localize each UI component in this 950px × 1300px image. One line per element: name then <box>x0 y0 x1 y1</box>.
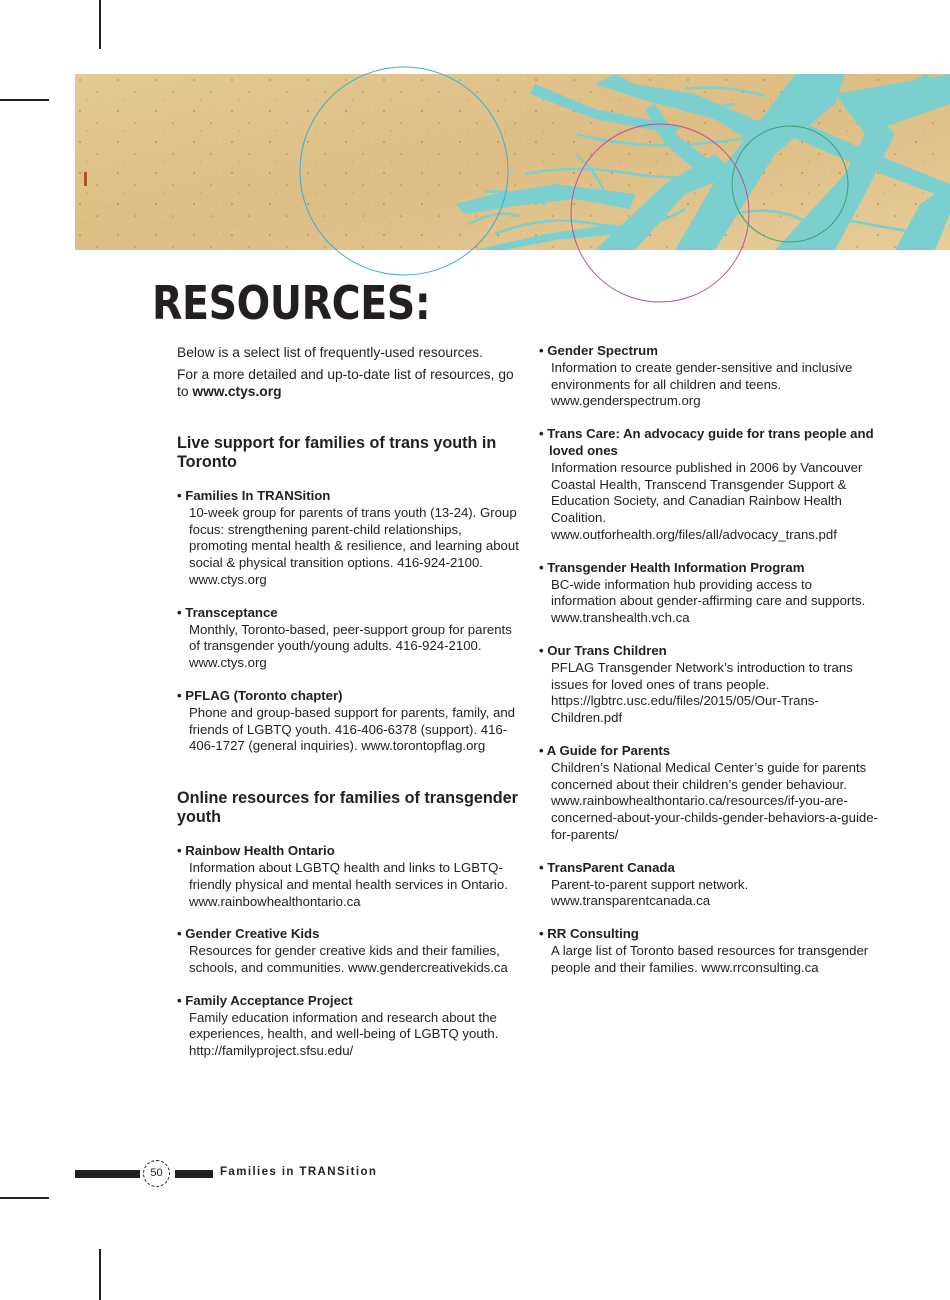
resource-title: • Gender Spectrum <box>539 343 658 358</box>
page-title: RESOURCES: <box>152 276 431 330</box>
resource-entry <box>177 926 522 976</box>
footer-bar-left <box>75 1170 140 1178</box>
resource-description: Information to create gender-sensitive and inclusive environments for all children and teens. www.genderspectrum.org <box>551 359 853 409</box>
crop-mark-bottom-left <box>0 1197 49 1199</box>
resource-description: Monthly, Toronto-based, peer-support group for parents of transgender youth/young adults. 416-924-2100. www.ctys.org <box>189 621 512 671</box>
ctys-link[interactable]: www.ctys.org <box>192 384 282 399</box>
resource-entry <box>177 688 522 755</box>
intro-link-line <box>177 366 522 400</box>
resource-description: Children’s National Medical Center’s guide for parents concerned about their children’s gender behaviour. www.rainbowhealthontario.ca/resources/if-you-are-concerned-about-your-childs-gender-behaviors-a-guide-for-parents/ <box>551 759 878 842</box>
resource-entry <box>177 488 522 589</box>
crop-mark-bottom <box>99 1249 101 1300</box>
intro <box>177 344 522 400</box>
left-column <box>177 344 522 1076</box>
resource-description: Family education information and research about the experiences, health, and well-being of LGBTQ youth. http://familyproject.sfsu.edu/ <box>189 1009 499 1059</box>
resource-title: • Families In TRANSition <box>177 488 331 503</box>
resource-title: • PFLAG (Toronto chapter) <box>177 687 343 703</box>
section-heading-online-resources: Online resources for families of transgender youth <box>177 789 518 827</box>
resource-title: • TransParent Canada <box>539 859 675 875</box>
resource-title: • A Guide for Parents <box>539 742 671 758</box>
resource-description: 10-week group for parents of trans youth (13-24). Group focus: strengthening parent-child relationships, promoting mental health & resilience, and learning about social & physical transition options. 416-924-2100. www.ctys.org <box>189 504 519 587</box>
resource-entry <box>539 926 879 976</box>
banner-illustration <box>75 74 950 250</box>
resource-description: PFLAG Transgender Network’s introduction to trans issues for loved ones of trans people. https://lgbtrc.usc.edu/files/2015/05/Our-Trans-Children.pdf <box>551 659 853 726</box>
resource-entry <box>177 843 522 910</box>
right-column <box>539 343 879 993</box>
resource-title: • Trans Care: An advocacy guide for trans people and loved ones <box>539 426 874 458</box>
resource-entry <box>539 643 879 727</box>
resource-entry <box>539 343 879 410</box>
resource-description: Information resource published in 2006 by Vancouver Coastal Health, Transcend Transgender Support & Education Society, and Canadian Rainbow Health Coalition. www.outforhealth.org/files/all/advocacy_trans.pdf <box>551 459 863 542</box>
crop-mark-top <box>99 0 101 49</box>
resource-description: Phone and group-based support for parents, family, and friends of LGBTQ youth. 416-406-6378 (support). 416-406-1727 (general inquiries). www.torontopflag.org <box>189 704 515 754</box>
resource-description: BC-wide information hub providing access to information about gender-affirming care and supports. www.transhealth.vch.ca <box>551 576 866 626</box>
resource-description: Resources for gender creative kids and their families, schools, and communities. www.gendercreativekids.ca <box>189 943 508 975</box>
resource-description: Parent-to-parent support network. www.transparentcanada.ca <box>551 876 749 909</box>
resource-entry <box>539 560 879 627</box>
resource-title: • Transgender Health Information Program <box>539 559 805 575</box>
resource-entry <box>539 860 879 910</box>
footer-bar-right <box>175 1170 213 1178</box>
resource-title: • Family Acceptance Project <box>177 992 353 1008</box>
page-number: 50 <box>143 1160 170 1187</box>
intro-text: For a more detailed and up-to-date list of resources, go to <box>177 367 514 399</box>
resource-entry <box>539 743 879 844</box>
footer-label: Families in TRANSition <box>220 1166 378 1178</box>
paper-fleck <box>84 172 87 186</box>
resource-title: • RR Consulting <box>539 926 639 942</box>
resource-entry <box>539 426 879 544</box>
intro-line: Below is a select list of frequently-used resources. <box>177 345 483 360</box>
resource-title: • Gender Creative Kids <box>177 926 320 942</box>
crop-mark-top-left <box>0 99 49 101</box>
resource-title: • Rainbow Health Ontario <box>177 843 335 859</box>
resource-title: • Transceptance <box>177 604 278 620</box>
resource-entry <box>177 993 522 1060</box>
header-banner <box>75 74 950 250</box>
section-heading-live-support: Live support for families of trans youth in Toronto <box>177 434 497 471</box>
resource-title: • Our Trans Children <box>539 642 667 658</box>
resource-description: A large list of Toronto based resources for transgender people and their families. www.rrconsulting.ca <box>551 942 869 975</box>
resource-entry <box>177 605 522 672</box>
resource-description: Information about LGBTQ health and links to LGBTQ-friendly physical and mental health services in Ontario. www.rainbowhealthontario.ca <box>189 859 508 909</box>
